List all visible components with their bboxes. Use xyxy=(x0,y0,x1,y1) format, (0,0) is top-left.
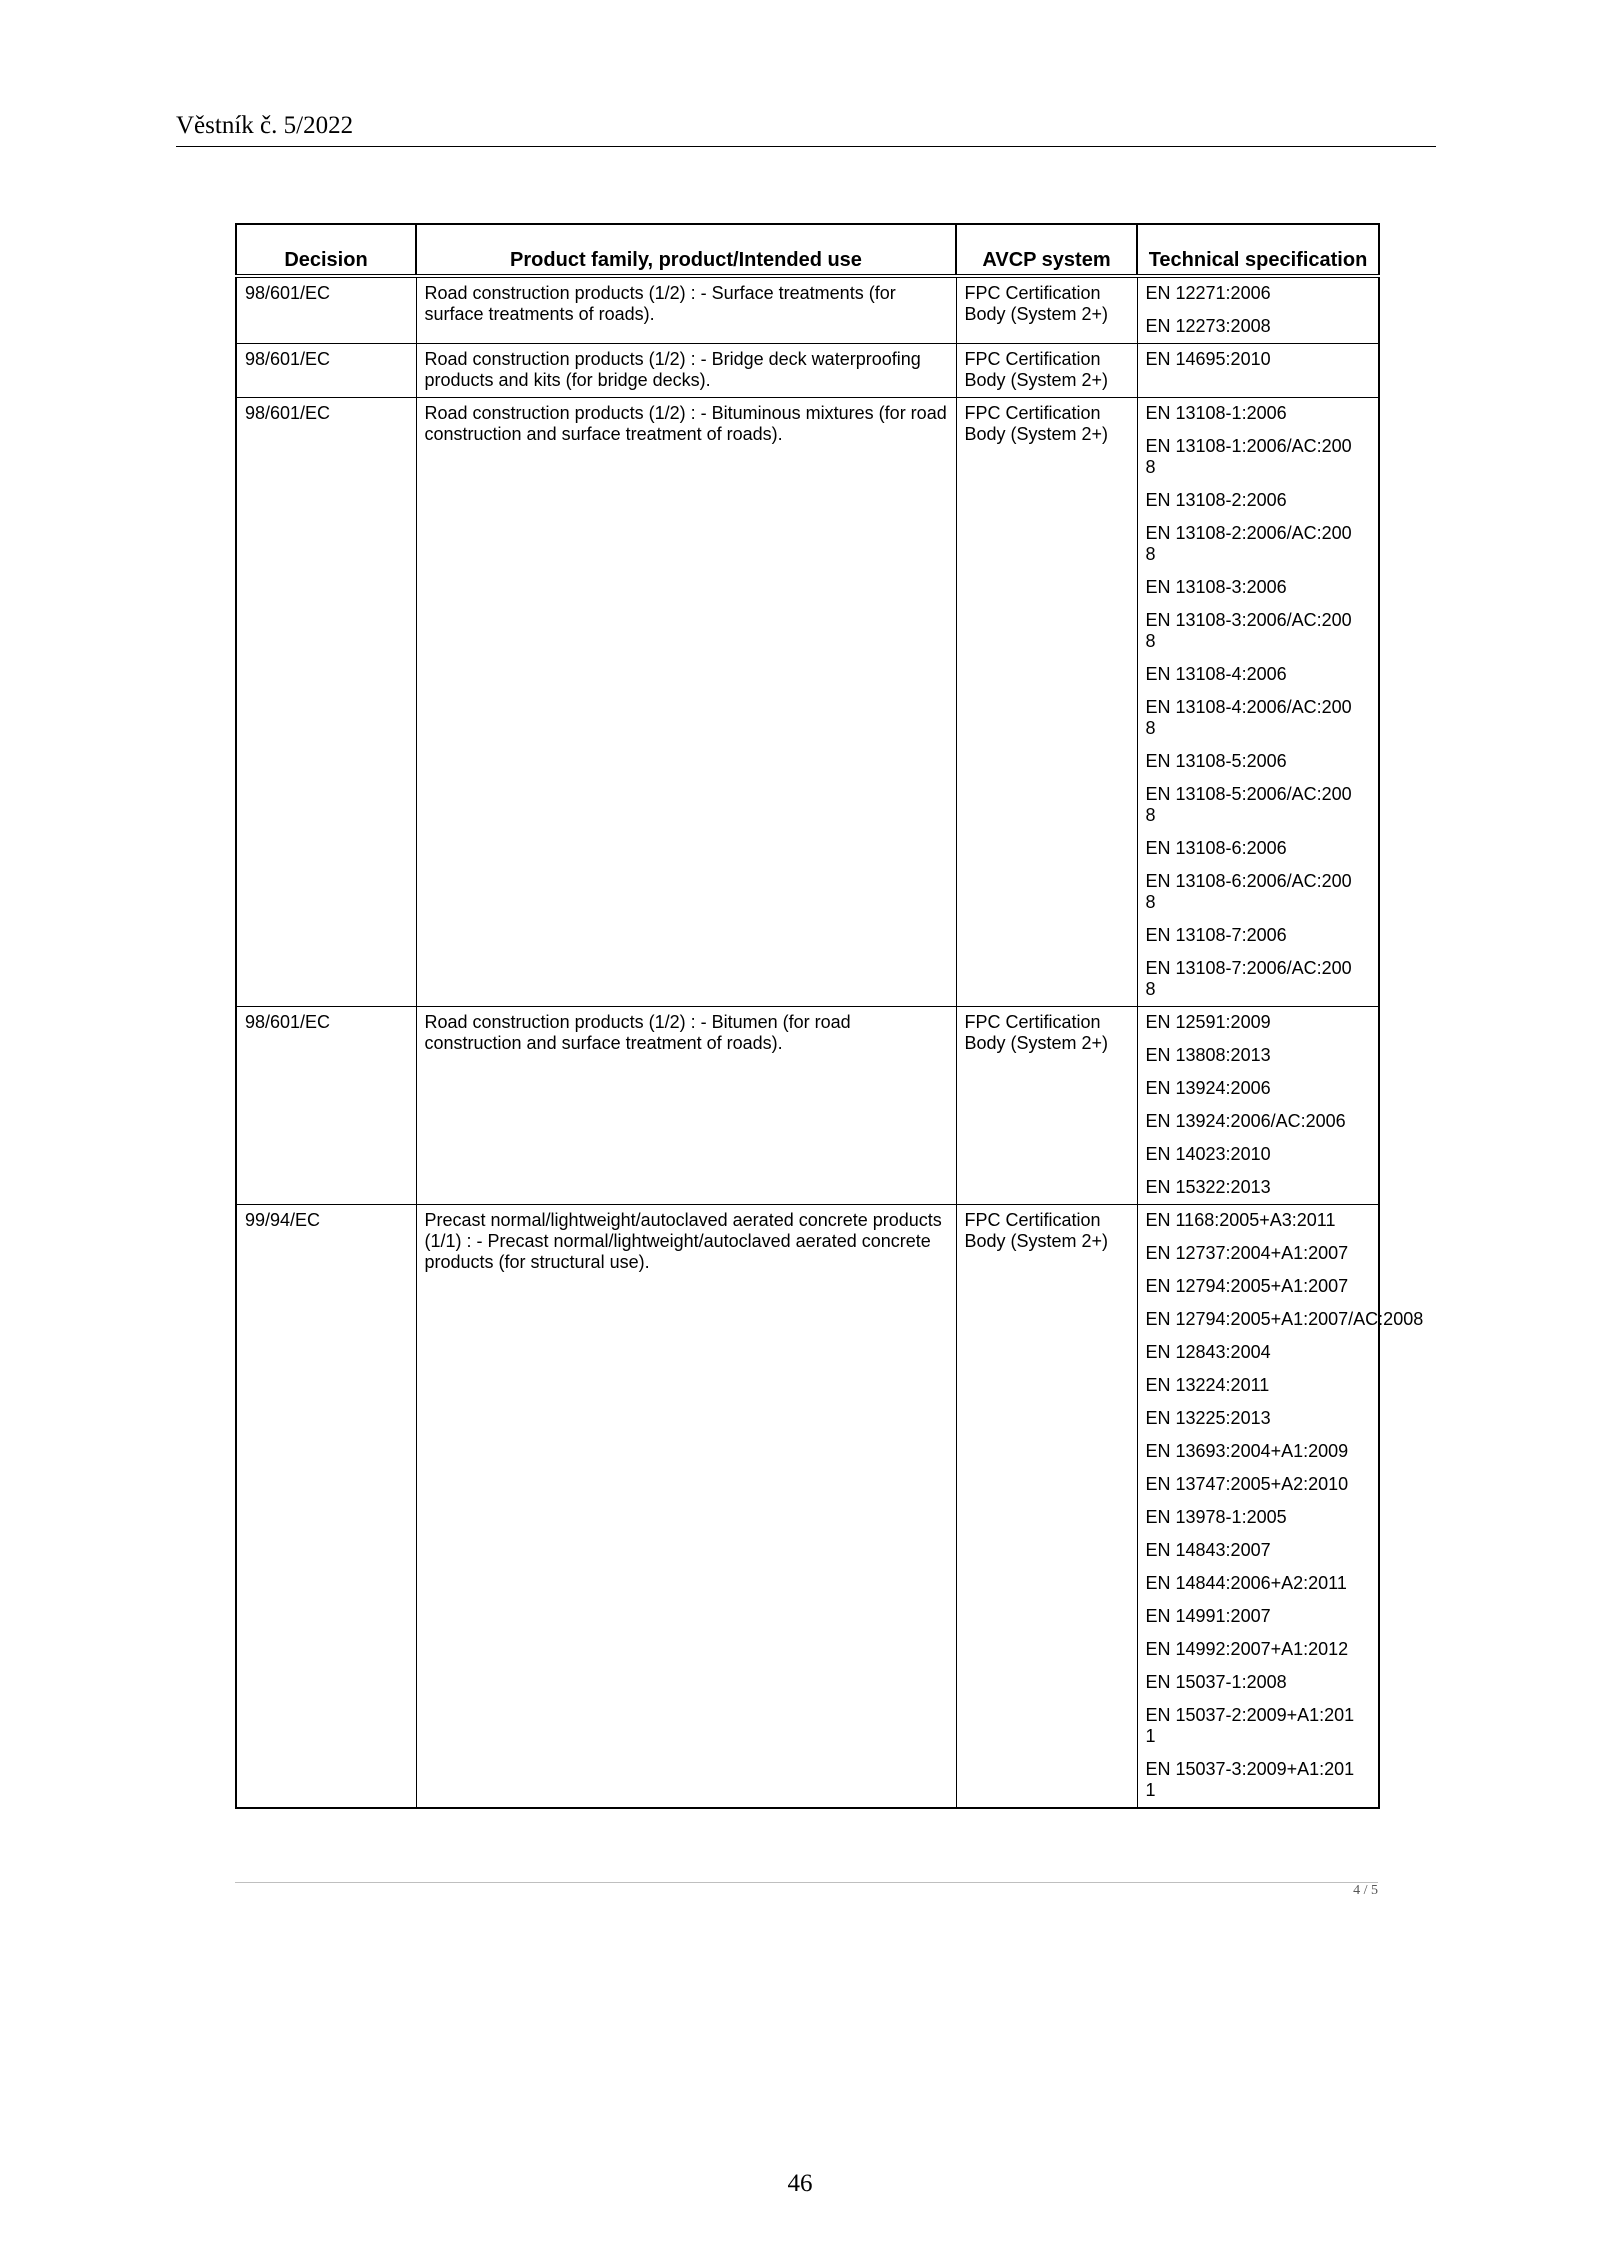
spec-item: EN 13693:2004+A1:2009 xyxy=(1145,1441,1349,1461)
table-row xyxy=(236,276,1379,344)
table-row xyxy=(236,398,1379,1007)
spec-item: EN 12591:2009 xyxy=(1145,1012,1271,1032)
spec-item: EN 13108-2:2006/AC:2008 xyxy=(1145,523,1352,564)
spec-item: EN 15037-1:2008 xyxy=(1145,1672,1287,1692)
spec-item: EN 13224:2011 xyxy=(1145,1375,1270,1395)
spec-item: EN 15037-2:2009+A1:2011 xyxy=(1145,1705,1355,1746)
cell-product: Precast normal/lightweight/autoclaved aerated concrete products (1/1) : - Precast normal/lightweight/autoclaved aerated concrete products (for structural use). xyxy=(416,1205,956,1809)
spec-item: EN 13747:2005+A2:2010 xyxy=(1145,1474,1349,1494)
spec-item: EN 14991:2007 xyxy=(1145,1606,1271,1626)
spec-item: EN 12843:2004 xyxy=(1145,1342,1271,1362)
column-header-decision: Decision xyxy=(236,224,416,276)
cell-product: Road construction products (1/2) : - Bridge deck waterproofing products and kits (for bridge decks). xyxy=(416,344,956,398)
spec-item: EN 13108-4:2006 xyxy=(1145,664,1287,684)
table-row xyxy=(236,344,1379,398)
spec-item: EN 13924:2006 xyxy=(1145,1078,1271,1098)
spec-item: EN 12273:2008 xyxy=(1145,316,1271,336)
spec-item: EN 13108-3:2006 xyxy=(1145,577,1287,597)
spec-item: EN 14843:2007 xyxy=(1145,1540,1271,1560)
spec-item: EN 15322:2013 xyxy=(1145,1177,1271,1197)
column-header-avcp: AVCP system xyxy=(956,224,1137,276)
cell-technical-specification xyxy=(1137,276,1379,344)
spec-item: EN 13108-2:2006 xyxy=(1145,490,1287,510)
cell-avcp: FPC Certification Body (System 2+) xyxy=(956,1007,1137,1205)
cell-avcp: FPC Certification Body (System 2+) xyxy=(956,398,1137,1007)
cell-technical-specification xyxy=(1137,344,1379,398)
spec-item: EN 13108-1:2006/AC:2008 xyxy=(1145,436,1352,477)
spec-item: EN 13108-7:2006/AC:2008 xyxy=(1145,958,1352,999)
spec-item: EN 13108-5:2006 xyxy=(1145,751,1287,771)
cell-decision: 98/601/EC xyxy=(236,398,416,1007)
page-number: 46 xyxy=(787,2170,813,2197)
cell-avcp: FPC Certification Body (System 2+) xyxy=(956,1205,1137,1809)
spec-item: EN 13808:2013 xyxy=(1145,1045,1271,1065)
spec-item: EN 13924:2006/AC:2006 xyxy=(1145,1111,1346,1131)
cell-decision: 99/94/EC xyxy=(236,1205,416,1809)
spec-item: EN 13108-5:2006/AC:2008 xyxy=(1145,784,1352,825)
spec-item: EN 14695:2010 xyxy=(1145,349,1271,369)
cell-decision: 98/601/EC xyxy=(236,276,416,344)
table-body xyxy=(236,276,1424,1808)
spec-item: EN 12271:2006 xyxy=(1145,283,1271,303)
spec-item: EN 13225:2013 xyxy=(1145,1408,1271,1428)
spec-item: EN 12737:2004+A1:2007 xyxy=(1145,1243,1349,1263)
spec-item: EN 13108-6:2006/AC:2008 xyxy=(1145,871,1352,912)
spec-item: EN 13108-7:2006 xyxy=(1145,925,1287,945)
cell-avcp: FPC Certification Body (System 2+) xyxy=(956,344,1137,398)
column-header-technical-specification: Technical specification xyxy=(1137,224,1379,276)
spec-item: EN 13108-3:2006/AC:2008 xyxy=(1145,610,1352,651)
page-indicator: 4 / 5 xyxy=(1353,1883,1378,1898)
cell-technical-specification xyxy=(1137,1007,1379,1205)
spec-item: EN 13978-1:2005 xyxy=(1145,1507,1287,1527)
cell-decision: 98/601/EC xyxy=(236,344,416,398)
spec-item: EN 15037-3:2009+A1:2011 xyxy=(1145,1759,1355,1800)
spec-item: EN 14844:2006+A2:2011 xyxy=(1145,1573,1347,1593)
specification-table xyxy=(235,223,1424,1809)
spec-item: EN 12794:2005+A1:2007 xyxy=(1145,1276,1349,1296)
journal-title: Věstník č. 5/2022 xyxy=(176,112,354,139)
cell-technical-specification xyxy=(1137,398,1379,1007)
cell-technical-specification xyxy=(1137,1205,1424,1809)
spec-item: EN 1168:2005+A3:2011 xyxy=(1145,1210,1336,1230)
cell-product: Road construction products (1/2) : - Surface treatments (for surface treatments of roads). xyxy=(416,276,956,344)
table-row xyxy=(236,1007,1379,1205)
header-rule xyxy=(176,146,1436,147)
page-divider xyxy=(235,1882,1378,1883)
table-header-row xyxy=(236,224,1379,276)
cell-decision: 98/601/EC xyxy=(236,1007,416,1205)
spec-item: EN 12794:2005+A1:2007/AC:2008 xyxy=(1145,1309,1424,1329)
spec-item: EN 14023:2010 xyxy=(1145,1144,1271,1164)
spec-item: EN 13108-4:2006/AC:2008 xyxy=(1145,697,1352,738)
spec-item: EN 13108-1:2006 xyxy=(1145,403,1287,423)
table-row xyxy=(236,1205,1379,1809)
spec-item: EN 14992:2007+A1:2012 xyxy=(1145,1639,1349,1659)
spec-item: EN 13108-6:2006 xyxy=(1145,838,1287,858)
cell-product: Road construction products (1/2) : - Bituminous mixtures (for road construction and surface treatment of roads). xyxy=(416,398,956,1007)
cell-product: Road construction products (1/2) : - Bitumen (for road construction and surface treatment of roads). xyxy=(416,1007,956,1205)
column-header-product: Product family, product/Intended use xyxy=(416,224,956,276)
cell-avcp: FPC Certification Body (System 2+) xyxy=(956,276,1137,344)
